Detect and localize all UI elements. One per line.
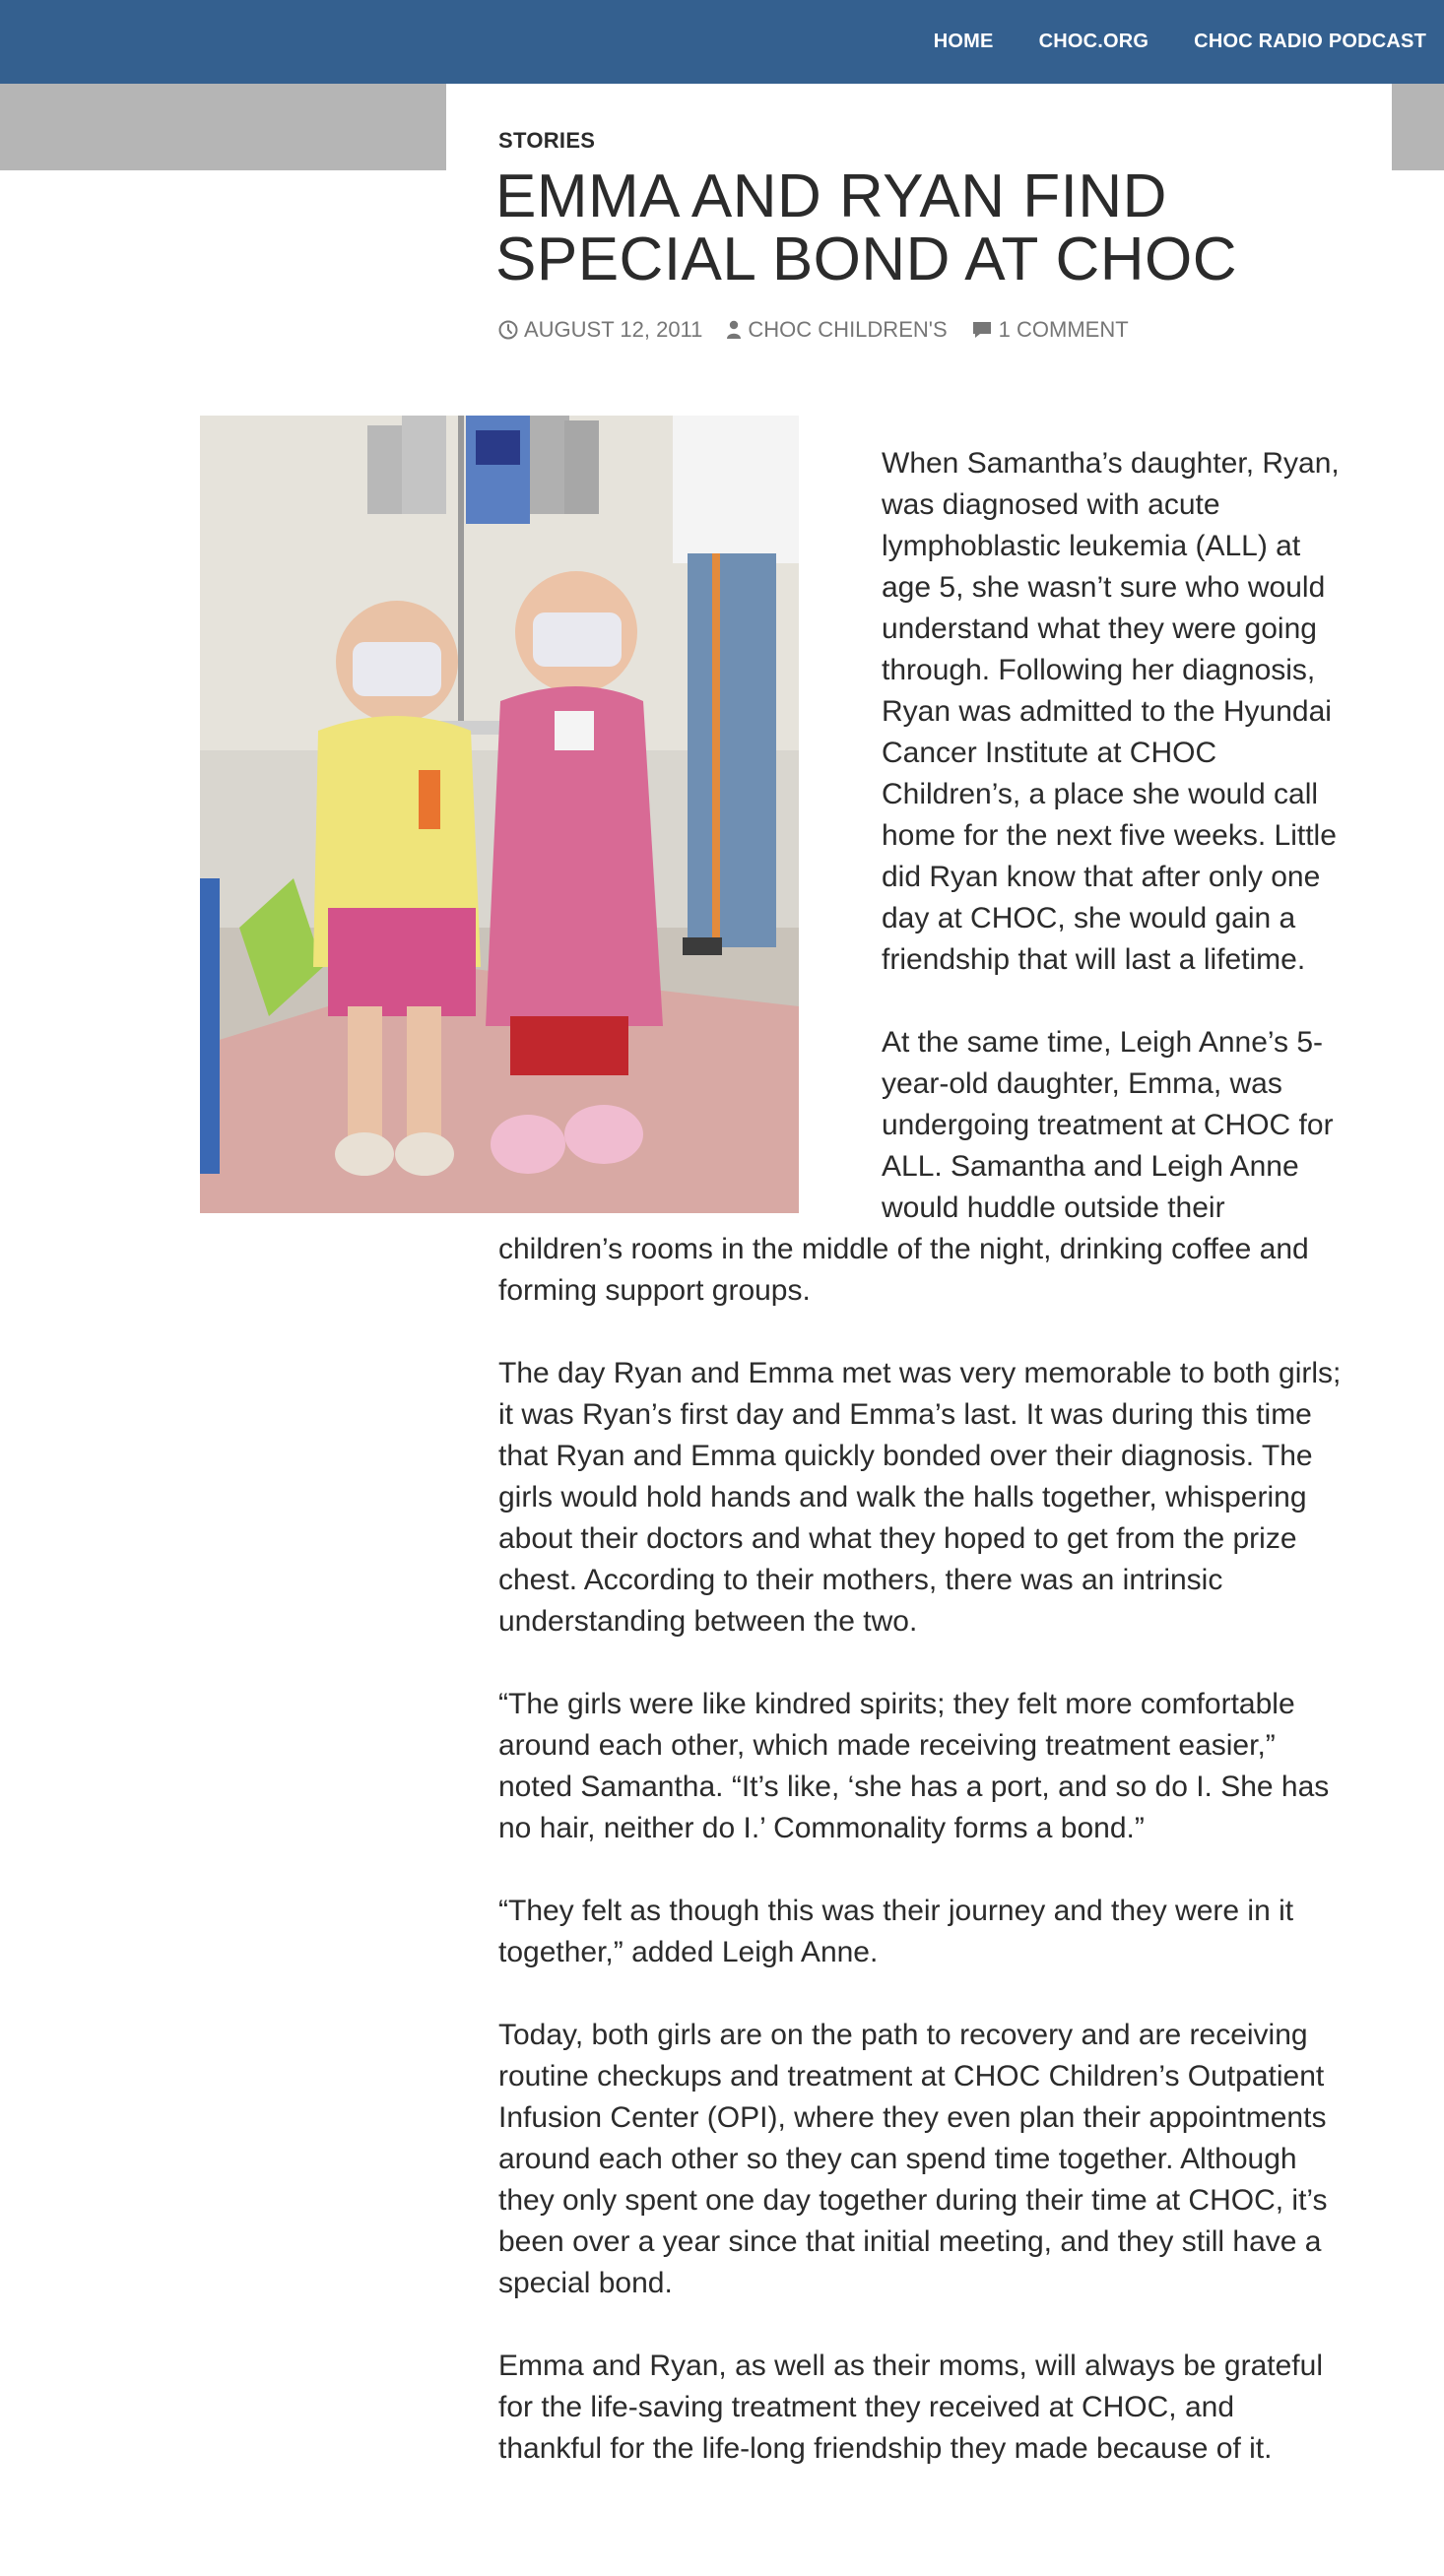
article-paragraph: When Samantha’s daughter, Ryan, was diagnosed with acute lymphoblastic leukemia (ALL) at age 5, she wasn’t sure who would understand what they were going through. Following her diagnosis, Ryan was admitted to the Hyundai Cancer Institute at CHOC Children’s, a place she would call home for the next five weeks. Little did Ryan know that after only one day at CHOC, she would gain a friendship that will last a lifetime. [882, 447, 1340, 976]
article-paragraph: “They felt as though this was their journey and they were in it together,” added Leigh Anne. [498, 1895, 1294, 1968]
post-meta [498, 317, 1129, 343]
speech-bubble-icon [971, 320, 993, 340]
article-body [498, 443, 1346, 2511]
post-comments-link[interactable] [971, 317, 1129, 343]
post-category-link[interactable]: STORIES [498, 128, 596, 153]
photo-wrap-spacer [498, 443, 882, 1221]
post-author: CHOC CHILDREN'S [748, 317, 948, 342]
nav-menu [888, 0, 1426, 84]
post-date-link[interactable] [498, 317, 702, 343]
article-paragraph: Emma and Ryan, as well as their moms, will always be grateful for the life-saving treatment they received at CHOC, and thankful for the life-long friendship they made because of it. [498, 2350, 1323, 2465]
nav-item-home[interactable]: HOME [933, 31, 994, 52]
post-title: EMMA AND RYAN FIND SPECIAL BOND AT CHOC [495, 162, 1238, 293]
post-author-link[interactable] [726, 317, 947, 343]
article-paragraph: “The girls were like kindred spirits; they felt more comfortable around each other, which made receiving treatment easier,” noted Samantha. “It’s like, ‘she has a port, and so do I. She has no hair, neither do I.’ Commonality forms a bond.” [498, 1688, 1330, 1844]
post-comment-count: 1 COMMENT [998, 317, 1129, 342]
nav-item-choc-org[interactable]: CHOC.ORG [1038, 31, 1149, 52]
nav-item-choc-radio-podcast[interactable]: CHOC RADIO PODCAST [1194, 31, 1426, 52]
article-paragraph: Today, both girls are on the path to recovery and are receiving routine checkups and treatment at CHOC Children’s Outpatient Infusion Center (OPI), where they even plan their appointments around each other so they can spend time together. Although they only spent one day together during their time at CHOC, it’s been over a year since that initial meeting, and they still have a special bond. [498, 2019, 1328, 2299]
clock-icon [498, 320, 518, 340]
post-date: AUGUST 12, 2011 [524, 317, 703, 342]
article-paragraph: At the same time, Leigh Anne’s 5-year-old daughter, Emma, was undergoing treatment at CHOC for ALL. Samantha and Leigh Anne would huddle outside their children’s rooms in the middle of the night, drinking coffee and forming support groups. [498, 1026, 1334, 1307]
person-icon [726, 320, 742, 340]
article-paragraph: The day Ryan and Emma met was very memorable to both girls; it was Ryan’s first day and Emma’s last. It was during this time that Ryan and Emma quickly bonded over their diagnosis. The girls would hold hands and walk the halls together, whispering about their doctors and what they hoped to get from the prize chest. According to their mothers, there was an intrinsic understanding between the two. [498, 1357, 1342, 1638]
top-navigation-bar [0, 0, 1444, 84]
